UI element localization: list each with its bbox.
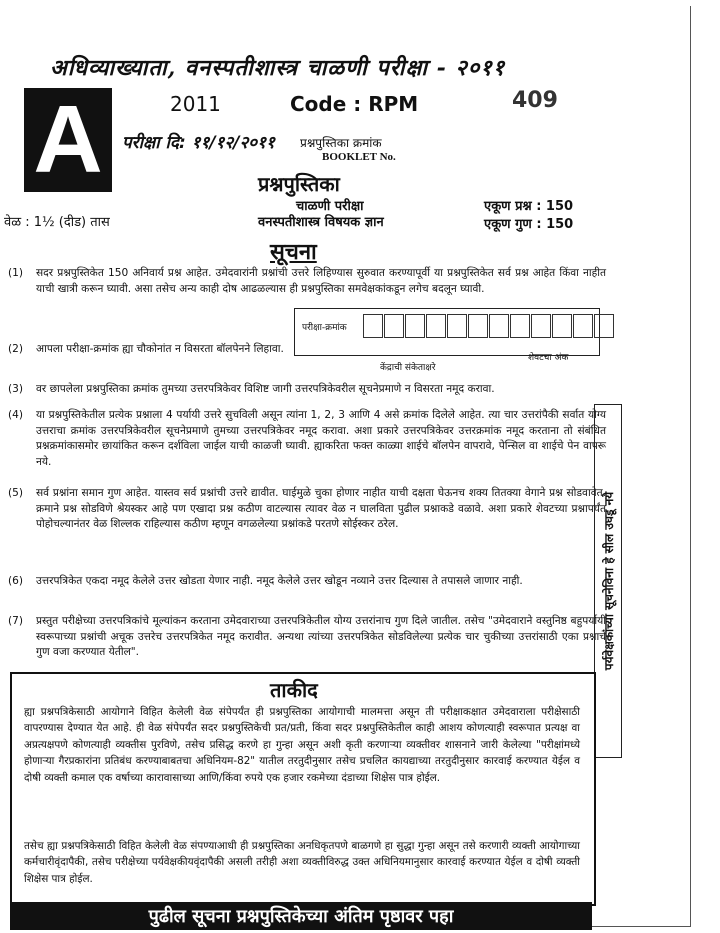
instruction-number: (3) bbox=[8, 383, 24, 395]
instruction-number: (5) bbox=[8, 487, 24, 499]
warning-paragraph-2: तसेच ह्या प्रश्नपत्रिकेसाठी विहित केलेली वेळ संपण्याआधी ही प्रश्नपुस्तिका अनधिकृतपणे बाळगणे हा सुद्धा गुन्हा असून तसे करणारी व्यक्ती आयोगाच्या कर्मचारीवृंदापैकी, तसेच परीक्षेच्या पर्यवेक्षकीयवृंदापैकी असली तरीही अशा व्यक्तीविरुद्ध उक्त अधिनियमानुसार कारवाई करण्यात येईल व दोषी व्यक्ती शिक्षेस पात्र होईल. bbox=[24, 840, 580, 885]
total-marks: एकूण गुण : 150 bbox=[484, 217, 574, 232]
seat-cell[interactable] bbox=[405, 314, 425, 338]
exam-code: Code : RPM bbox=[290, 92, 419, 116]
seat-cell[interactable] bbox=[531, 314, 551, 338]
instruction-number: (2) bbox=[8, 343, 24, 355]
seat-cell[interactable] bbox=[426, 314, 446, 338]
paper-set-letter: A bbox=[24, 88, 112, 192]
seat-cell[interactable] bbox=[510, 314, 530, 338]
seat-cell[interactable] bbox=[594, 314, 614, 338]
instruction-number: (1) bbox=[8, 267, 24, 279]
warning-paragraph-1: ह्या प्रश्नपत्रिकेसाठी आयोगाने विहित केलेली वेळ संपेपर्यंत ही प्रश्नपुस्तिका आयोगाची मालमत्ता असून ती परीक्षाकक्षात उमेदवाराला परीक्षेसाठी वापरण्यास देण्यात येत आहे. ही वेळ संपेपर्यंत सदर प्रश्नपुस्तिकेची प्रत/प्रती, किंवा सदर प्रश्नपुस्तिकेतील काही आशय कोणत्याही स्वरूपात प्रत्यक्ष वा अप्रत्यक्षपणे कोणत्याही व्यक्तीस पुरविणे, तसेच प्रसिद्ध करणे हा गुन्हा असून अशी कृती करणाऱ्या व्यक्तीवर शासनाने जारी केलेल्या "परीक्षांमध्ये होणाऱ्या गैरप्रकारांना प्रतिबंध करण्याबाबतचा अधिनियम-82" यातील तरतुदीनुसार तसेच प्रचलित कायद्याच्या तरतुदीनुसार कारवाई करण्यात येईल व दोषी व्यक्ती कमाल एक वर्षाच्या कारावासाच्या आणि/किंवा रुपये एक हजार रकमेच्या दंडाच्या शिक्षेस पात्र होईल. bbox=[24, 706, 580, 784]
instructions-heading: सूचना bbox=[270, 240, 317, 265]
handwritten-title: अधिव्याख्याता, वनस्पतीशास्त्र चाळणी परीक्षा - २०११ bbox=[50, 55, 506, 81]
centre-code-label: केंद्राची संकेताक्षरे bbox=[380, 363, 436, 373]
instruction-text: या प्रश्नपुस्तिकेतील प्रत्येक प्रश्नाला 4 पर्यायी उत्तरे सुचविली असून त्यांना 1, 2, 3 आणि 4 असे क्रमांक दिलेले आहेत. त्या चार उत्तरांपैकी सर्वात योग्य उत्तराचा क्रमांक उत्तरपत्रिकेवरील सूचनेप्रमाणे तुमच्या उत्तरपत्रिकेवर नमूद करावा. अशा प्रकारे उत्तरपत्रिकेवर उत्तरक्रमांक नमूद करताना तो संबंधित प्रश्नक्रमांकासमोर छायांकित करून दर्शविला जाईल याची काळजी घ्यावी. ह्याकरिता फक्त काळ्या शाईचे बॉलपेन वापरावे, पेन्सिल वा शाईचे पेन वापरू नये. bbox=[36, 409, 606, 469]
booklet-serial: 409 bbox=[512, 88, 558, 113]
exam-name: चाळणी परीक्षा bbox=[296, 199, 364, 214]
seat-cell[interactable] bbox=[384, 314, 404, 338]
footer-banner: पुढील सूचना प्रश्नपुस्तिकेच्या अंतिम पृष्ठावर पहा bbox=[10, 902, 592, 930]
last-digit-label: शेवटचा अंक bbox=[528, 353, 569, 363]
instruction-text: उत्तरपत्रिकेत एकदा नमूद केलेले उत्तर खोडता येणार नाही. नमूद केलेले उत्तर खोडून नव्याने उत्तर दिल्यास ते तपासले जाणार नाही. bbox=[36, 575, 523, 587]
instruction-text: सदर प्रश्नपुस्तिकेत 150 अनिवार्य प्रश्न आहेत. उमेदवारांनी प्रश्नांची उत्तरे लिहिण्यास सुरुवात करण्यापूर्वी या प्रश्नपुस्तिकेत सर्व प्रश्न आहेत किंवा नाहीत याची खात्री करून घ्यावी. असा तसेच अन्य काही दोष आढळल्यास ही प्रश्नपुस्तिका समवेक्षकांकडून लगेच बदलून घ्यावी. bbox=[36, 267, 606, 295]
booklet-title: प्रश्नपुस्तिका bbox=[258, 172, 340, 196]
instruction-text: प्रस्तुत परीक्षेच्या उत्तरपत्रिकांचे मूल्यांकन करताना उमेदवाराच्या उत्तरपत्रिकेतील योग्य उत्तरांनाच गुण दिले जातील. तसेच "उमेदवाराने वस्तुनिष्ठ बहुपर्यायी स्वरूपाच्या प्रश्नांची अचूक उत्तरेच उत्तरपत्रिकेत नमूद करावीत. अन्यथा त्यांच्या उत्तरपत्रिकेत सोडविलेल्या प्रत्येक चार चुकीच्या उत्तरांसाठी एका प्रश्नाचे गुण वजा करण्यात येतील". bbox=[36, 615, 606, 659]
instruction-text: सर्व प्रश्नांना समान गुण आहेत. यास्तव सर्व प्रश्नांची उत्तरे द्यावीत. घाईमुळे चुका होणार नाहीत याची दक्षता घेऊनच शक्य तितक्या वेगाने प्रश्न सोडवावेत. क्रमाने प्रश्न सोडविणे श्रेयस्कर आहे पण एखादा प्रश्न कठीण वाटल्यास त्यावर वेळ न घालविता पुढील प्रश्नाकडे वळावे. अशा प्रकारे शेवटच्या प्रश्नापर्यंत पोहोचल्यानंतर वेळ शिल्लक राहिल्यास कठीण म्हणून वगळलेल्या प्रश्नांकडे परतणे सोईस्कर ठरेल. bbox=[36, 487, 606, 531]
seat-number-cells[interactable] bbox=[363, 314, 615, 338]
seat-cell[interactable] bbox=[552, 314, 572, 338]
seat-number-label: परीक्षा-क्रमांक bbox=[302, 323, 347, 333]
seat-cell[interactable] bbox=[468, 314, 488, 338]
seat-cell[interactable] bbox=[489, 314, 509, 338]
subject-name: वनस्पतीशास्त्र विषयक ज्ञान bbox=[258, 215, 384, 230]
exam-date: परीक्षा दि: ११/१२/२०११ bbox=[122, 133, 275, 153]
exam-year: 2011 bbox=[170, 92, 221, 116]
instruction-number: (6) bbox=[8, 575, 24, 587]
booklet-label-english: BOOKLET No. bbox=[322, 151, 396, 163]
time-allowed: वेळ : 1½ (दीड) तास bbox=[4, 215, 110, 230]
instruction-text: आपला परीक्षा-क्रमांक ह्या चौकोनांत न विसरता बॉलपेनने लिहावा. bbox=[36, 343, 284, 355]
seat-cell[interactable] bbox=[447, 314, 467, 338]
warning-heading: ताकीद bbox=[270, 678, 318, 702]
seal-notice bbox=[594, 404, 622, 758]
seat-cell[interactable] bbox=[363, 314, 383, 338]
total-questions: एकूण प्रश्न : 150 bbox=[484, 199, 574, 214]
instruction-number: (4) bbox=[8, 409, 24, 421]
instruction-number: (7) bbox=[8, 615, 24, 627]
booklet-label-marathi: प्रश्नपुस्तिका क्रमांक bbox=[300, 136, 382, 150]
seal-notice-text: पर्यवेक्षकांच्या सूचनेविना हे सील उघडू नये bbox=[601, 491, 616, 671]
instruction-text: वर छापलेला प्रश्नपुस्तिका क्रमांक तुमच्या उत्तरपत्रिकेवर विशिष्ट जागी उत्तरपत्रिकेवरील सूचनेप्रमाणे न विसरता नमूद करावा. bbox=[36, 383, 495, 395]
seat-cell[interactable] bbox=[573, 314, 593, 338]
